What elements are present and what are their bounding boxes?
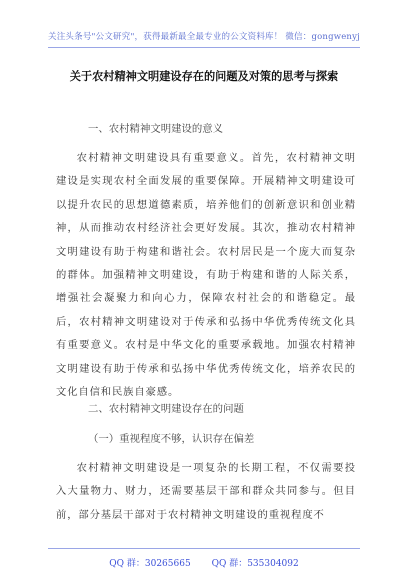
footer-qq-group-2: QQ 群：535304092 bbox=[211, 559, 299, 569]
document-title: 关于农村精神文明建设存在的问题及对策的思考与探索 bbox=[69, 69, 339, 83]
sub-heading-awareness: （一）重视程度不够，认识存在偏差 bbox=[88, 433, 255, 445]
footer-qq-group-1: QQ 群：30265665 bbox=[109, 559, 191, 569]
header-notice: 关注头条号"公文研究"，获得最新最全最专业的公文资料库！ 微信：gongwenyj bbox=[48, 32, 360, 42]
header-divider bbox=[48, 47, 360, 48]
section-heading-significance: 一、农村精神文明建设的意义 bbox=[88, 123, 224, 135]
footer-contacts bbox=[0, 556, 408, 569]
section-heading-problems: 二、农村精神文明建设存在的问题 bbox=[88, 403, 244, 415]
footer-divider bbox=[48, 548, 360, 549]
paragraph-significance: 农村精神文明建设具有重要意义。首先，农村精神文明建设是实现农村全面发展的重要保障。开展精神文明建设可以提升农民的思想道德素质，培养他们的创新意识和创业精神，从而推动农村经济社会更好发展。其次，推动农村精神文明建设有助于构建和谐社会。农村居民是一个庞大而复杂的群体。加强精神文明建设，有助于构建和谐的人际关系，增强社会凝聚力和向心力，保障农村社会的和谐稳定。最后，农村精神文明建设对于传承和弘扬中华优秀传统文化具有重要意义。农村是中华文化的重要承载地。加强农村精神文明建设有助于传承和弘扬中华优秀传统文化，培养农民的文化自信和民族自豪感。 bbox=[56, 152, 356, 399]
paragraph-problems: 农村精神文明建设是一项复杂的长期工程，不仅需要投入大量物力、财力，还需要基层干部和群众共同参与。但目前，部分基层干部对于农村精神文明建设的重视程度不 bbox=[56, 462, 356, 521]
